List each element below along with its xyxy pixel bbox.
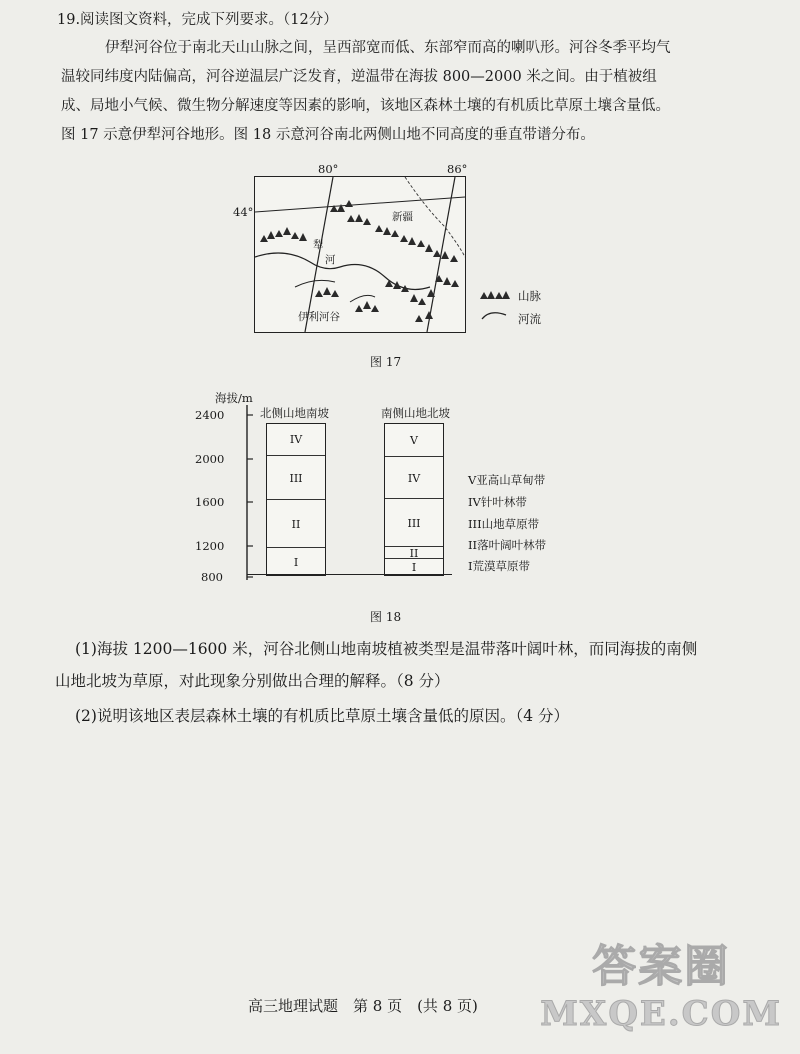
map-label-yi: 犁 <box>313 239 324 251</box>
subquestion-2: (2)说明该地区表层森林土壤的有机质比草原土壤含量低的原因。（4 分） <box>75 707 569 725</box>
south-zone: IV <box>385 456 443 499</box>
north-zone: I <box>267 547 325 576</box>
tick-800: 800 <box>201 570 223 584</box>
north-zone: IV <box>289 433 303 446</box>
river-icon <box>482 313 506 319</box>
figure18-caption: 图 18 <box>370 610 402 624</box>
yaxis <box>225 405 255 585</box>
longitude-label-80: 80° <box>318 162 339 176</box>
legend-river: 河流 <box>518 312 541 326</box>
north-slope-column <box>266 423 326 576</box>
tick-1200: 1200 <box>195 539 225 553</box>
south-zone: II <box>385 546 443 559</box>
mountain-range-south <box>260 227 459 322</box>
watermark <box>540 930 782 1034</box>
north-zone: III <box>267 455 325 500</box>
page-footer: 高三地理试题 第 8 页 (共 8 页) <box>248 997 478 1015</box>
paragraph-line: 伊犁河谷位于南北天山山脉之间，呈西部宽而低、东部窄而高的喇叭形。河谷冬季平均气 <box>105 40 671 56</box>
paragraph-line: 图 17 示意伊犁河谷地形。图 18 示意河谷南北两侧山地不同高度的垂直带谱分布。 <box>61 127 595 143</box>
baseline <box>247 574 452 575</box>
subquestion-1-line2: 山地北坡为草原，对此现象分别做出合理的解释。（8 分） <box>55 672 450 690</box>
map-label-xinjiang: 新疆 <box>392 211 413 223</box>
legend-symbols <box>478 287 512 327</box>
legend-zone-iv: IV针叶林带 <box>468 495 527 509</box>
paragraph-line: 成、局地小气候、微生物分解速度等因素的影响，该地区森林土壤的有机质比草原土壤含量低。 <box>61 98 670 114</box>
latitude-label-44: 44° <box>233 205 254 219</box>
watermark-url: MXQE.COM <box>540 994 782 1034</box>
mountain-icon <box>480 291 510 299</box>
legend-zone-i: I荒漠草原带 <box>468 559 531 573</box>
subquestion-1-line1: (1)海拔 1200—1600 米，河谷北侧山地南坡植被类型是温带落叶阔叶林，而同海拔的南侧 <box>75 640 698 658</box>
tick-2400: 2400 <box>195 408 225 422</box>
ili-valley-map <box>254 176 466 333</box>
legend-zone-iii: III山地草原带 <box>468 517 540 531</box>
map-drawing <box>255 177 465 332</box>
watermark-logo: 答案圈 <box>592 941 731 992</box>
south-slope-column <box>384 423 444 576</box>
north-zone: II <box>267 499 325 548</box>
legend-mountain: 山脉 <box>518 289 541 303</box>
paragraph-line: 温较同纬度内陆偏高，河谷逆温层广泛发育，逆温带在海拔 800—2000 米之间。由于植被组 <box>61 69 657 85</box>
south-zone: V <box>410 433 418 447</box>
legend-zone-v: V亚高山草甸带 <box>468 473 546 487</box>
map-label-valley: 伊利河谷 <box>298 311 340 323</box>
south-column-title: 南侧山地北坡 <box>381 406 450 420</box>
map-label-he: 河 <box>325 254 336 266</box>
longitude-label-86: 86° <box>447 162 468 176</box>
figure17-caption: 图 17 <box>370 355 402 369</box>
tick-1600: 1600 <box>195 495 225 509</box>
question-header: 19.阅读图文资料，完成下列要求。（12分） <box>57 12 338 28</box>
tick-2000: 2000 <box>195 452 225 466</box>
legend-zone-ii: II落叶阔叶林带 <box>468 538 547 552</box>
question-paragraph <box>61 34 735 150</box>
north-column-title: 北侧山地南坡 <box>260 406 329 420</box>
yaxis-label: 海拔/m <box>215 391 253 405</box>
south-zone: I <box>385 558 443 576</box>
south-zone: III <box>385 498 443 547</box>
